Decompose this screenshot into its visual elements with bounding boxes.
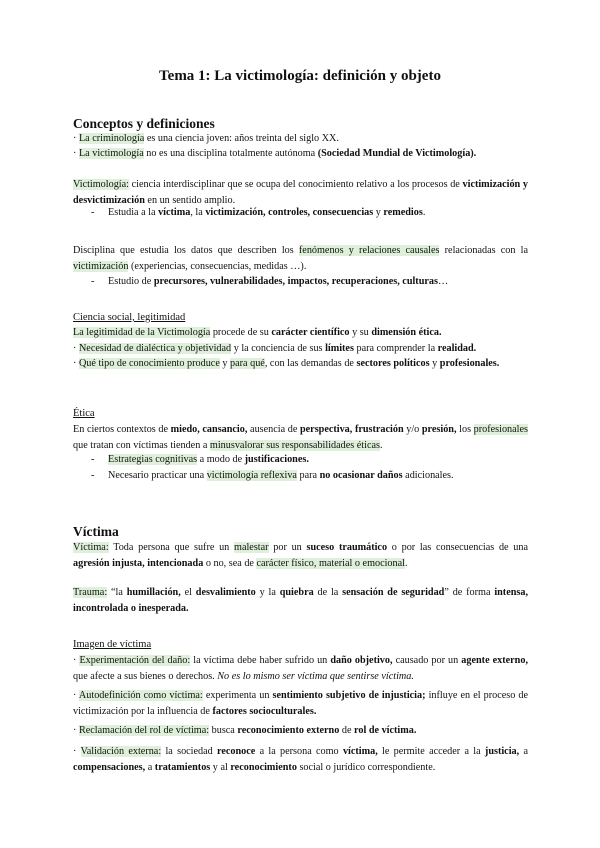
paragraph-criminologia: · La criminología es una ciencia joven: años treinta del siglo XX. — [73, 133, 339, 144]
paragraph-etica: En ciertos contextos de miedo, cansancio, ausencia de perspectiva, frustración y/o presión, los profesionales que tratan con víctimas tienden a minusvalorar sus responsabilidades éticas. — [73, 424, 528, 451]
item-autodefinicion: · Autodefinición como víctima: experimenta un sentimiento subjetivo de injusticia; influye en el proceso de victimización por la influencia de factores socioculturales. — [73, 690, 528, 717]
bullet-necesario: - Necesario practicar una victimología reflexiva para no ocasionar daños adicionales. — [91, 470, 454, 481]
paragraph-legitimidad: La legitimidad de la Victimología procede de su carácter científico y su dimensión ética. — [73, 327, 442, 338]
paragraph-conocimiento: · Qué tipo de conocimiento produce y para qué, con las demandas de sectores políticos y profesionales. — [73, 358, 500, 369]
paragraph-disciplina: Disciplina que estudia los datos que describen los fenómenos y relaciones causales relacionadas con la victimización (experiencias, consecuencias, medidas …). — [73, 245, 528, 272]
heading-conceptos: Conceptos y definiciones — [73, 116, 215, 131]
document-title: Tema 1: La victimología: definición y objeto — [159, 68, 441, 84]
paragraph-victima-definicion: Víctima: Toda persona que sufre un malestar por un suceso traumático o por las consecuencias de una agresión injusta, intencionada o no, sea de carácter físico, material o emocional. — [73, 542, 528, 569]
paragraph-dialectica: · Necesidad de dialéctica y objetividad y la conciencia de sus límites para comprender la realidad. — [73, 343, 477, 354]
bullet-estudia: - Estudia a la víctima, la victimización, controles, consecuencias y remedios. — [91, 207, 426, 218]
paragraph-victimologia-autonomia: · La victimología no es una disciplina totalmente autónoma (Sociedad Mundial de Victimología). — [73, 148, 477, 159]
subheading-etica: Ética — [73, 408, 95, 419]
bullet-estrategias: - Estrategias cognitivas a modo de justificaciones. — [91, 454, 309, 465]
paragraph-trauma: Trauma: “la humillación, el desvalimiento y la quiebra de la sensación de seguridad” de forma intensa, incontrolada o inesperada. — [73, 587, 528, 614]
bullet-estudio: - Estudio de precursores, vulnerabilidades, impactos, recuperaciones, culturas… — [91, 276, 449, 287]
item-experimentacion: · Experimentación del daño: la víctima debe haber sufrido un daño objetivo, causado por un agente externo, que afecte a sus bienes o derechos. No es lo mismo ser víctima que sentirse víctima. — [73, 655, 528, 682]
subheading-ciencia-social: Ciencia social, legitimidad — [73, 312, 186, 323]
paragraph-victimologia-definicion: Victimología: ciencia interdisciplinar que se ocupa del conocimiento relativo a los procesos de victimización y desvictimización en un sentido amplio. — [73, 179, 528, 206]
item-reclamacion: · Reclamación del rol de víctima: busca reconocimiento externo de rol de víctima. — [73, 725, 417, 736]
subheading-imagen-victima: Imagen de víctima — [73, 639, 152, 650]
heading-victima: Víctima — [73, 524, 119, 539]
item-validacion: · Validación externa: la sociedad reconoce a la persona como víctima, le permite acceder a la justicia, a compensaciones, a tratamientos y al reconocimiento social o jurídico correspondiente. — [73, 746, 528, 773]
